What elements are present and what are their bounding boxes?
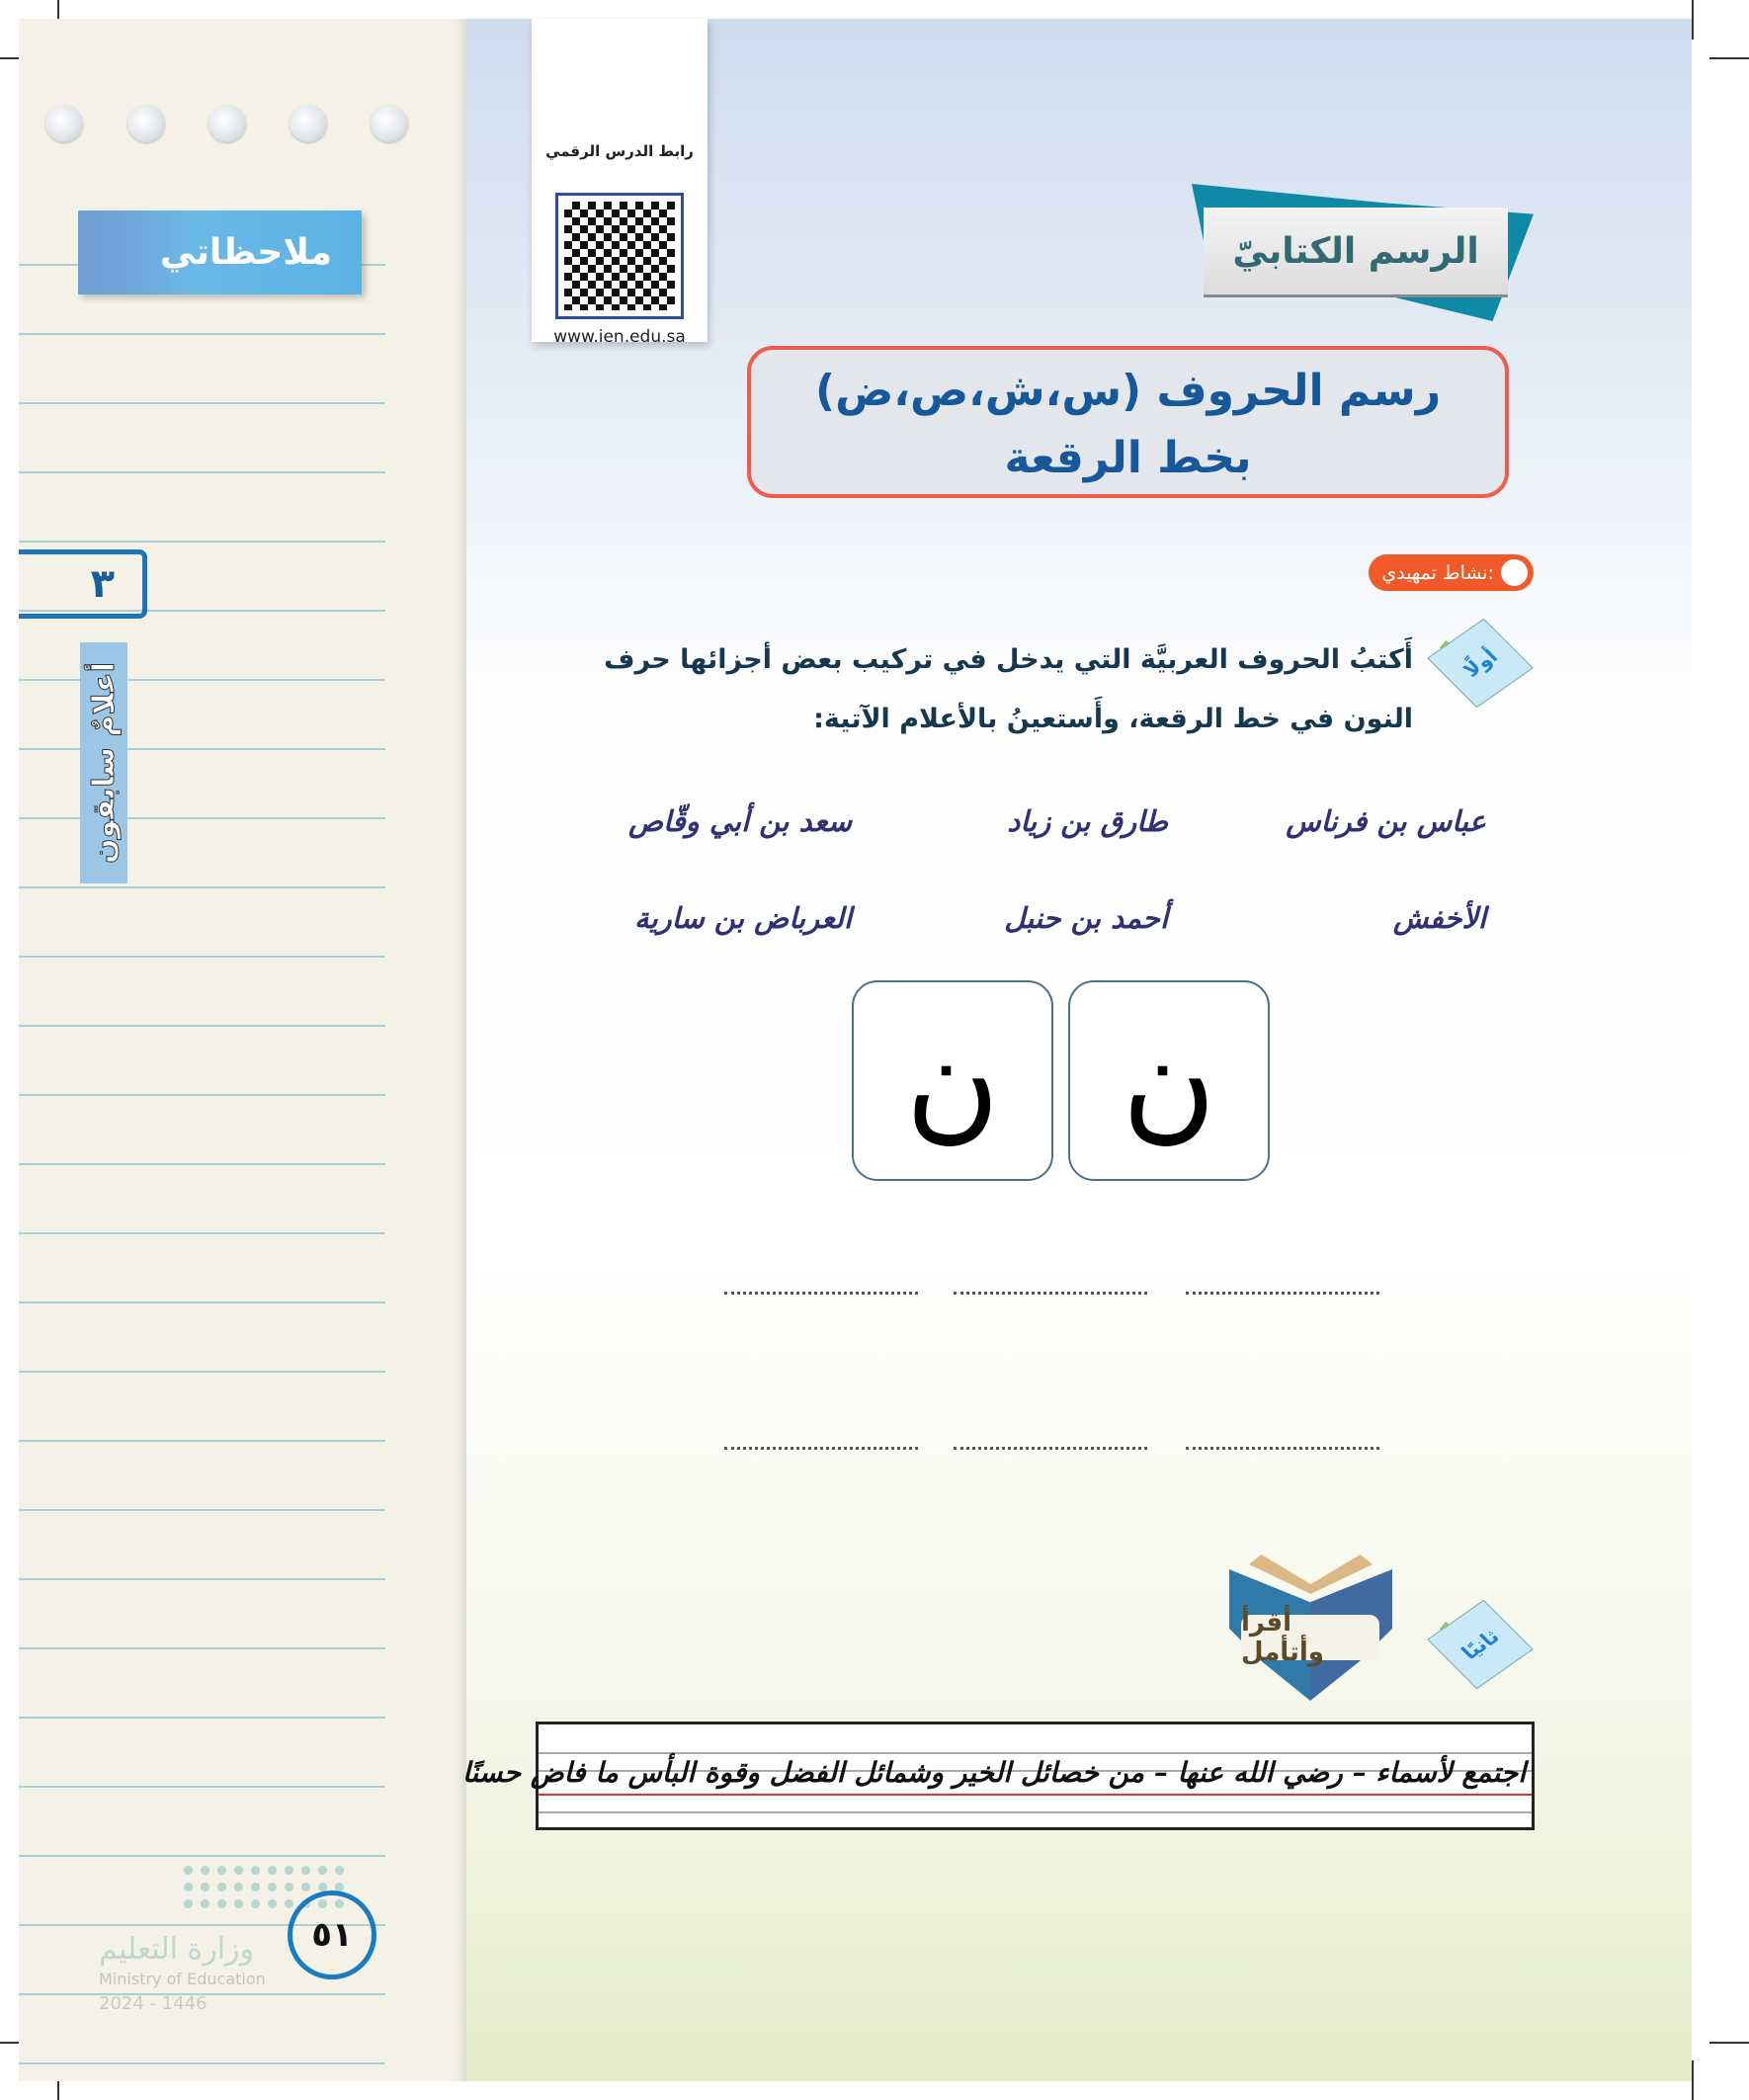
notes-line — [19, 1232, 385, 1234]
binder-hole — [371, 105, 408, 142]
notes-margin — [19, 19, 466, 2081]
instruction-line1: أَكتبُ الحروف العربيَّة التي يدخل في تركيب بعض أجزائها حرف — [604, 644, 1413, 675]
unit-ribbon — [80, 642, 127, 883]
ministry-name-en: Ministry of Education — [99, 1970, 266, 1988]
notes-line — [19, 471, 385, 473]
binder-hole — [45, 105, 83, 142]
name-item: عباس بن فرناس — [1286, 804, 1486, 838]
notes-line — [19, 748, 385, 750]
notes-line — [19, 333, 385, 335]
notes-line — [19, 679, 385, 681]
open-book-icon — [1229, 1550, 1392, 1701]
unit-ribbon-label: أعلامٌ سابقون — [86, 661, 122, 865]
binder-hole — [290, 105, 327, 142]
qr-url[interactable]: www.ien.edu.sa — [553, 327, 686, 347]
notes-line — [19, 1717, 385, 1719]
page-number: ٥١ — [288, 1890, 376, 1979]
notes-line — [19, 1578, 385, 1580]
nun-sample: ن — [1068, 980, 1270, 1181]
notes-line — [19, 1786, 385, 1788]
notes-line — [19, 886, 385, 888]
answer-blank[interactable] — [1186, 1447, 1379, 1450]
qr-label: رابط الدرس الرقمي — [545, 142, 694, 160]
lesson-title-box — [747, 346, 1509, 498]
notes-line — [19, 1025, 385, 1027]
instruction-line2: النون في خط الرقعة، وأَستعينُ بالأعلام الآتية: — [813, 704, 1413, 734]
step-note-icon — [1426, 1600, 1527, 1687]
handwriting-box — [461, 1722, 1535, 1830]
notes-line — [19, 402, 385, 404]
binder-hole — [208, 105, 246, 142]
name-item: العرباض بن سارية — [634, 901, 852, 935]
section-banner — [1192, 184, 1534, 321]
notes-line — [19, 2062, 385, 2064]
name-item: سعد بن أبي وقّاص — [627, 804, 852, 838]
binder-hole — [127, 105, 165, 142]
name-item: أحمد بن حنبل — [1004, 901, 1168, 935]
notes-line — [19, 817, 385, 819]
notes-tab: ملاحظاتي — [78, 210, 362, 294]
qr-card[interactable] — [532, 19, 708, 347]
step-note-icon — [1426, 619, 1527, 706]
notes-line — [19, 1371, 385, 1373]
notes-line — [19, 1094, 385, 1096]
activity-badge-label: نشاط تمهيدي: — [1381, 561, 1494, 584]
lesson-title-line2: بخط الرقعة — [1004, 433, 1252, 483]
notes-line — [19, 1440, 385, 1442]
notes-line — [19, 1509, 385, 1511]
answer-blank[interactable] — [1186, 1292, 1379, 1295]
notes-line — [19, 956, 385, 958]
section-title: الرسم الكتابيّ — [1204, 208, 1508, 294]
step-label: ثانيًا — [1427, 1600, 1534, 1689]
answer-blank[interactable] — [954, 1447, 1147, 1450]
read-label: أقرأ وأتأمل — [1241, 1615, 1379, 1660]
notes-line — [19, 1855, 385, 1857]
ruqaa-sentence: اجتمع لأسماء – رضي الله عنها – من خصائل الخير وشمائل الفضل وقوة البأس ما فاض حسنًا — [461, 1756, 1526, 1789]
step-label: أولًا — [1427, 619, 1534, 708]
ministry-name-ar: وزارة التعليم — [99, 1932, 255, 1967]
nun-sample: ن — [852, 980, 1053, 1181]
activity-badge — [1369, 554, 1534, 591]
chapter-number: ٣ — [19, 549, 147, 619]
answer-blank[interactable] — [724, 1292, 918, 1295]
lesson-title-line1: رسم الحروف (س،ش،ص،ض) — [814, 366, 1442, 416]
answer-blank[interactable] — [724, 1447, 918, 1450]
qr-code-icon[interactable] — [555, 193, 684, 319]
edition-year: 2024 - 1446 — [99, 1993, 208, 2014]
name-item: الأخفش — [1392, 901, 1486, 935]
notes-line — [19, 1302, 385, 1303]
answer-blank[interactable] — [954, 1292, 1147, 1295]
notes-line — [19, 1647, 385, 1649]
notes-line — [19, 541, 385, 543]
circle-icon — [1501, 559, 1528, 586]
name-item: طارق بن زياد — [1007, 804, 1168, 838]
notes-line — [19, 1163, 385, 1165]
